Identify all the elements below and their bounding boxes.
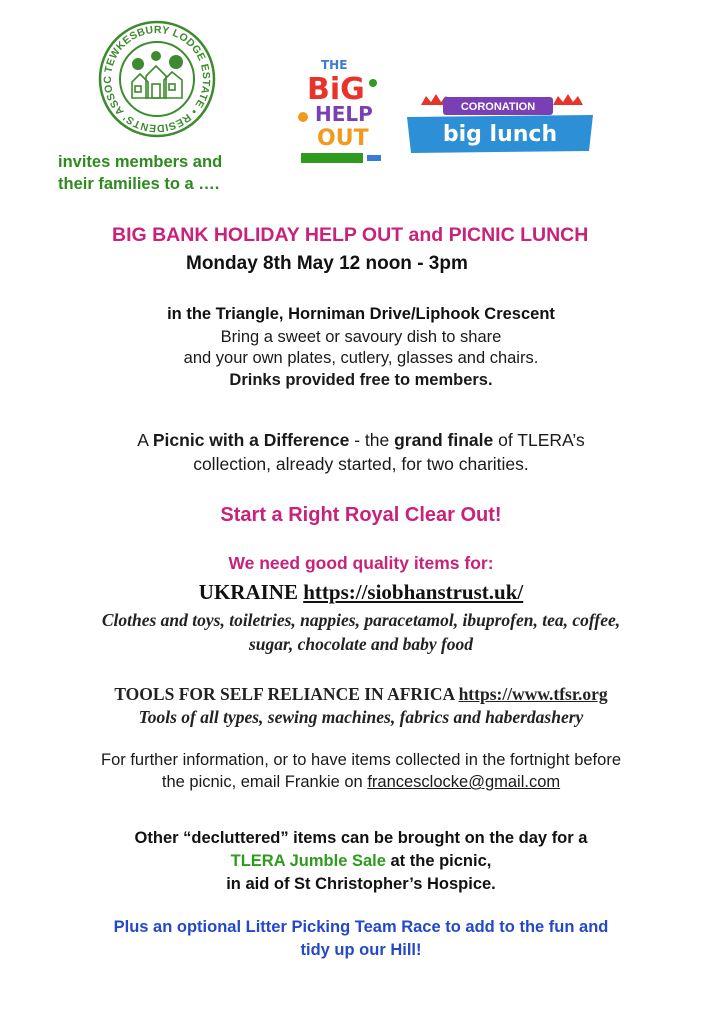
bho-line3: HELP [315,102,373,126]
bring-line-1: Bring a sweet or savoury dish to share [220,328,502,346]
big-help-out-graphic [293,57,388,167]
big-help-out-logo [293,57,388,167]
picnic-line-2: collection, already started, for two charities. [193,454,529,474]
tools-items: Tools of all types, sewing machines, fabrics and haberdashery [138,707,584,727]
bho-line2: BiG [307,72,365,107]
bring-line-2: and your own plates, cutlery, glasses and chairs. [183,349,539,367]
invite-text [58,151,288,195]
picnic-end: of TLERA’s [493,430,585,450]
picnic-a: A [137,430,153,450]
tlera-ring-text: TEWKESBURY LODGE ESTATE • RESIDENTS' ASSOC [101,23,213,135]
coronation-big-lunch-graphic [403,93,598,157]
coronation-big-lunch-logo [403,93,598,157]
bho-line4: OUT [317,126,369,151]
picnic-bold-1: Picnic with a Difference [152,430,350,450]
jumble-line-2-end: at the picnic, [385,852,492,870]
further-info-pre: the picnic, email Frankie on [161,773,368,791]
jumble-line-3: in aid of St Christopher’s Hospice. [226,875,496,893]
ukraine-items-line-2: sugar, chocolate and baby food [248,634,474,654]
event-title: BIG BANK HOLIDAY HELP OUT and PICNIC LUNCH [112,224,589,246]
ukraine-link[interactable]: https://siobhanstrust.uk/ [303,580,524,604]
litter-line-1: Plus an optional Litter Picking Team Race to add to the fun and [113,918,609,936]
clear-out-heading: Start a Right Royal Clear Out! [220,504,502,526]
event-date: Monday 8th May 12 noon - 3pm [186,253,468,274]
ukraine-items-line-1: Clothes and toys, toiletries, nappies, paracetamol, ibuprofen, tea, coffee, [101,610,621,630]
further-info-line-1: For further information, or to have items collected in the fortnight before [100,751,621,769]
tools-label: TOOLS FOR SELF RELIANCE IN AFRICA [114,684,459,704]
bho-line1: THE [321,58,348,72]
cbl-top-text: CORONATION [460,101,536,113]
ukraine-label: UKRAINE [198,580,304,604]
picnic-bold-2: grand finale [394,430,494,450]
event-location: in the Triangle, Horniman Drive/Liphook Crescent [167,305,555,323]
picnic-mid: - the [349,430,395,450]
jumble-line-2 [0,852,722,871]
tools-link[interactable]: https://www.tfsr.org [458,684,608,704]
tlera-logo [98,20,216,138]
ukraine-heading [0,580,722,605]
further-info-line-2 [0,773,722,792]
drinks-note: Drinks provided free to members. [229,371,493,389]
tlera-logo-graphic [98,20,216,138]
jumble-sale-label: TLERA Jumble Sale [230,852,386,870]
email-link[interactable]: francesclocke@gmail.com [367,773,561,791]
litter-line-2: tidy up our Hill! [300,941,422,959]
need-items-heading: We need good quality items for: [228,553,494,573]
picnic-line-1 [0,430,722,451]
tools-heading [0,684,722,705]
invite-line-2: their families to a …. [58,175,220,193]
invite-line-1: invites members and [58,153,223,171]
jumble-line-1: Other “decluttered” items can be brought on the day for a [134,829,588,847]
cbl-bottom-text: big lunch [442,122,558,147]
